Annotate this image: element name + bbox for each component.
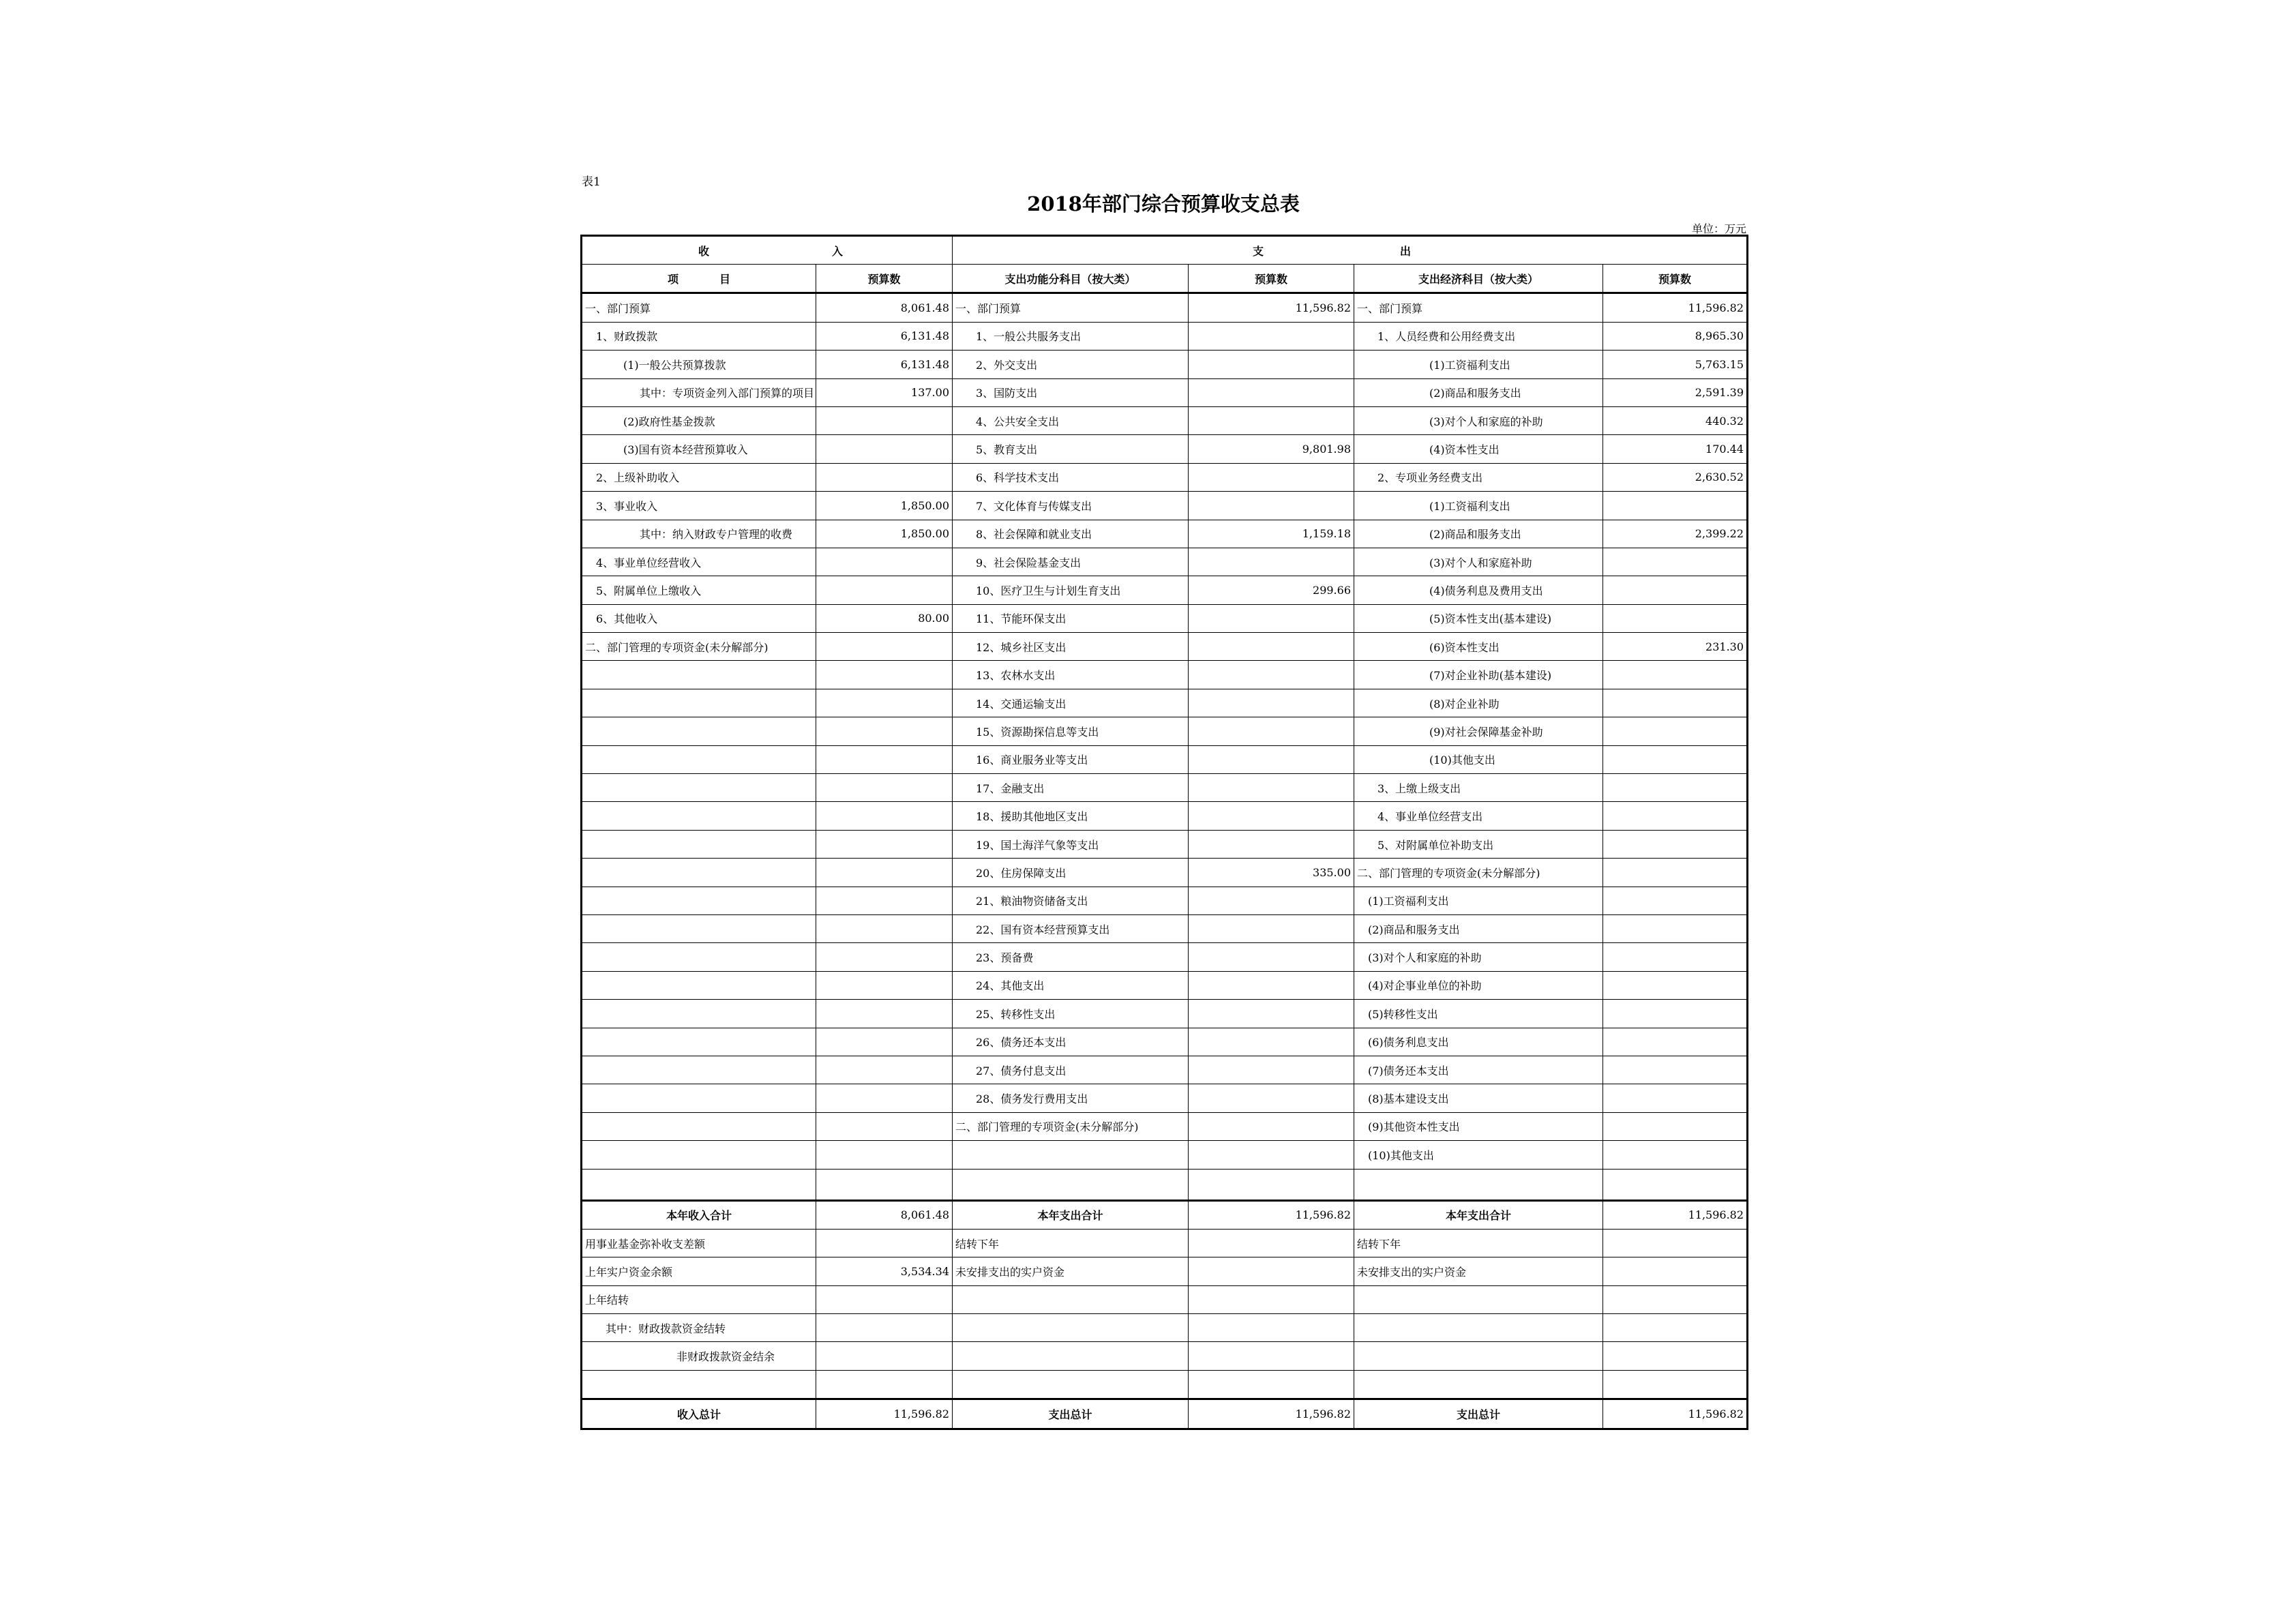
income-budget-cell — [816, 1229, 953, 1257]
function-budget-cell — [1189, 1141, 1354, 1169]
economic-item-cell: (8)对企业补助 — [1354, 689, 1603, 717]
function-item-cell — [953, 1342, 1189, 1370]
economic-item-cell: (4)债务利息及费用支出 — [1354, 576, 1603, 604]
economic-item-cell: 1、人员经费和公用经费支出 — [1354, 322, 1603, 350]
blank-cell — [1354, 1169, 1603, 1200]
income-item-cell: 5、附属单位上缴收入 — [582, 576, 816, 604]
function-item-cell — [953, 1370, 1189, 1399]
income-budget-cell — [816, 802, 953, 830]
income-item-cell — [582, 887, 816, 914]
income-item-cell: 上年实户资金余额 — [582, 1257, 816, 1285]
function-item-cell: 6、科学技术支出 — [953, 463, 1189, 491]
economic-item-cell: 5、对附属单位补助支出 — [1354, 830, 1603, 858]
table-row — [582, 633, 1748, 661]
table-row — [582, 406, 1748, 434]
table-row — [582, 520, 1748, 548]
function-item-cell: 26、债务还本支出 — [953, 1028, 1189, 1056]
economic-item-cell: (9)对社会保障基金补助 — [1354, 717, 1603, 745]
table-row — [582, 1229, 1748, 1257]
table-row — [582, 548, 1748, 576]
economic-item-cell: (9)其他资本性支出 — [1354, 1112, 1603, 1140]
economic-budget-cell — [1603, 914, 1748, 942]
economic-budget-cell — [1603, 717, 1748, 745]
function-item-cell: 27、债务付息支出 — [953, 1056, 1189, 1084]
table-row — [582, 1028, 1748, 1056]
income-item-cell — [582, 689, 816, 717]
income-item-cell: 3、事业收入 — [582, 492, 816, 520]
economic-budget-cell — [1603, 548, 1748, 576]
income-budget-cell — [816, 830, 953, 858]
income-budget-cell — [816, 548, 953, 576]
income-item-cell: 其中：专项资金列入部门预算的项目 — [582, 378, 816, 406]
function-item-cell: 结转下年 — [953, 1229, 1189, 1257]
income-item-cell: 6、其他收入 — [582, 604, 816, 632]
income-budget-cell — [816, 1342, 953, 1370]
function-budget-cell — [1189, 661, 1354, 689]
income-grand-label: 收入总计 — [582, 1399, 816, 1429]
income-budget-cell — [816, 859, 953, 887]
function-item-cell: 8、社会保障和就业支出 — [953, 520, 1189, 548]
economic-item-cell: 3、上缴上级支出 — [1354, 774, 1603, 802]
income-item-cell: 2、上级补助收入 — [582, 463, 816, 491]
income-budget-column-header: 预算数 — [816, 265, 953, 293]
function-budget-cell — [1189, 802, 1354, 830]
function-item-cell: 28、债务发行费用支出 — [953, 1084, 1189, 1112]
economic-grand-value: 11,596.82 — [1603, 1399, 1748, 1429]
function-budget-cell — [1189, 745, 1354, 773]
function-item-cell: 15、资源勘探信息等支出 — [953, 717, 1189, 745]
economic-item-cell: (7)对企业补助(基本建设) — [1354, 661, 1603, 689]
economic-budget-cell — [1603, 604, 1748, 632]
function-budget-cell — [1189, 689, 1354, 717]
function-budget-cell — [1189, 1028, 1354, 1056]
table-row — [582, 293, 1748, 322]
income-budget-cell — [816, 406, 953, 434]
income-budget-cell: 1,850.00 — [816, 520, 953, 548]
economic-budget-cell — [1603, 1342, 1748, 1370]
economic-item-cell: (3)对个人和家庭补助 — [1354, 548, 1603, 576]
income-budget-cell — [816, 661, 953, 689]
income-budget-cell — [816, 1084, 953, 1112]
table-row — [582, 830, 1748, 858]
table-row — [582, 322, 1748, 350]
function-budget-cell: 11,596.82 — [1189, 293, 1354, 322]
income-item-cell — [582, 1028, 816, 1056]
function-item-cell: 3、国防支出 — [953, 378, 1189, 406]
income-budget-cell — [816, 1314, 953, 1342]
economic-budget-cell: 8,965.30 — [1603, 322, 1748, 350]
income-budget-cell — [816, 943, 953, 971]
function-budget-cell: 1,159.18 — [1189, 520, 1354, 548]
function-budget-cell — [1189, 914, 1354, 942]
function-item-cell: 17、金融支出 — [953, 774, 1189, 802]
function-total-label: 本年支出合计 — [953, 1200, 1189, 1229]
function-item-cell: 4、公共安全支出 — [953, 406, 1189, 434]
economic-budget-cell: 231.30 — [1603, 633, 1748, 661]
income-budget-cell — [816, 745, 953, 773]
economic-item-cell: (7)债务还本支出 — [1354, 1056, 1603, 1084]
economic-item-cell: (1)工资福利支出 — [1354, 351, 1603, 378]
function-budget-cell — [1189, 1257, 1354, 1285]
economic-budget-column-header: 预算数 — [1603, 265, 1748, 293]
table-row — [582, 1112, 1748, 1140]
economic-item-cell: (5)资本性支出(基本建设) — [1354, 604, 1603, 632]
economic-budget-cell: 440.32 — [1603, 406, 1748, 434]
budget-table — [580, 235, 1748, 1430]
function-budget-cell: 299.66 — [1189, 576, 1354, 604]
economic-item-cell — [1354, 1370, 1603, 1399]
economic-item-cell: 未安排支出的实户资金 — [1354, 1257, 1603, 1285]
function-item-cell: 13、农林水支出 — [953, 661, 1189, 689]
table-row — [582, 351, 1748, 378]
income-item-cell — [582, 943, 816, 971]
table-row — [582, 914, 1748, 942]
table-row — [582, 802, 1748, 830]
economic-budget-cell — [1603, 1370, 1748, 1399]
economic-total-value: 11,596.82 — [1603, 1200, 1748, 1229]
economic-item-cell: (2)商品和服务支出 — [1354, 914, 1603, 942]
economic-item-cell: 一、部门预算 — [1354, 293, 1603, 322]
income-budget-cell — [816, 914, 953, 942]
function-budget-cell — [1189, 604, 1354, 632]
function-budget-cell — [1189, 1342, 1354, 1370]
economic-budget-cell: 170.44 — [1603, 435, 1748, 463]
function-item-cell: 18、援助其他地区支出 — [953, 802, 1189, 830]
table-row — [582, 661, 1748, 689]
function-budget-cell — [1189, 1285, 1354, 1313]
income-budget-cell: 8,061.48 — [816, 293, 953, 322]
income-budget-cell — [816, 576, 953, 604]
table-row — [582, 943, 1748, 971]
function-item-cell: 14、交通运输支出 — [953, 689, 1189, 717]
income-budget-cell: 1,850.00 — [816, 492, 953, 520]
function-budget-cell — [1189, 943, 1354, 971]
income-item-cell — [582, 859, 816, 887]
function-item-cell: 12、城乡社区支出 — [953, 633, 1189, 661]
table-row — [582, 689, 1748, 717]
economic-budget-cell — [1603, 661, 1748, 689]
income-item-cell: 上年结转 — [582, 1285, 816, 1313]
income-item-cell: 其中：纳入财政专户管理的收费 — [582, 520, 816, 548]
income-budget-cell: 3,534.34 — [816, 1257, 953, 1285]
economic-budget-cell — [1603, 1141, 1748, 1169]
table-row — [582, 1000, 1748, 1028]
function-budget-cell — [1189, 1229, 1354, 1257]
blank-cell — [953, 1169, 1189, 1200]
economic-budget-cell — [1603, 492, 1748, 520]
function-budget-cell — [1189, 463, 1354, 491]
economic-item-cell — [1354, 1285, 1603, 1313]
income-total-value: 8,061.48 — [816, 1200, 953, 1229]
economic-budget-cell — [1603, 971, 1748, 999]
economic-budget-cell — [1603, 1084, 1748, 1112]
economic-item-cell: (1)工资福利支出 — [1354, 492, 1603, 520]
economic-budget-cell: 2,630.52 — [1603, 463, 1748, 491]
economic-item-cell: 二、部门管理的专项资金(未分解部分) — [1354, 859, 1603, 887]
function-item-cell — [953, 1141, 1189, 1169]
function-item-cell: 2、外交支出 — [953, 351, 1189, 378]
income-item-cell: 4、事业单位经营收入 — [582, 548, 816, 576]
table-row — [582, 1314, 1748, 1342]
table-row — [582, 887, 1748, 914]
income-item-cell — [582, 745, 816, 773]
function-item-cell: 25、转移性支出 — [953, 1000, 1189, 1028]
income-item-cell — [582, 802, 816, 830]
function-grand-value: 11,596.82 — [1189, 1399, 1354, 1429]
function-budget-cell — [1189, 1000, 1354, 1028]
economic-item-cell — [1354, 1342, 1603, 1370]
economic-budget-cell — [1603, 1028, 1748, 1056]
function-item-cell: 23、预备费 — [953, 943, 1189, 971]
income-budget-cell — [816, 1112, 953, 1140]
function-budget-cell — [1189, 351, 1354, 378]
function-item-cell: 9、社会保险基金支出 — [953, 548, 1189, 576]
income-item-cell — [582, 1084, 816, 1112]
income-item-cell: (1)一般公共预算拨款 — [582, 351, 816, 378]
function-budget-cell: 9,801.98 — [1189, 435, 1354, 463]
income-budget-cell — [816, 1028, 953, 1056]
function-budget-cell — [1189, 1084, 1354, 1112]
economic-item-cell: 4、事业单位经营支出 — [1354, 802, 1603, 830]
economic-grand-label: 支出总计 — [1354, 1399, 1603, 1429]
income-item-cell — [582, 914, 816, 942]
function-item-cell: 20、住房保障支出 — [953, 859, 1189, 887]
function-item-cell: 10、医疗卫生与计划生育支出 — [953, 576, 1189, 604]
table-row — [582, 378, 1748, 406]
economic-item-cell: (2)商品和服务支出 — [1354, 378, 1603, 406]
annual-total-row — [582, 1200, 1748, 1229]
function-item-cell: 二、部门管理的专项资金(未分解部分) — [953, 1112, 1189, 1140]
economic-budget-cell — [1603, 887, 1748, 914]
income-item-cell: 一、部门预算 — [582, 293, 816, 322]
function-budget-cell — [1189, 322, 1354, 350]
function-budget-cell — [1189, 774, 1354, 802]
function-item-cell: 7、文化体育与传媒支出 — [953, 492, 1189, 520]
income-budget-cell — [816, 689, 953, 717]
economic-item-cell: (10)其他支出 — [1354, 1141, 1603, 1169]
function-budget-cell — [1189, 971, 1354, 999]
function-budget-cell — [1189, 887, 1354, 914]
income-item-cell — [582, 1370, 816, 1399]
income-budget-cell — [816, 435, 953, 463]
function-budget-column-header: 预算数 — [1189, 265, 1354, 293]
function-budget-cell — [1189, 717, 1354, 745]
economic-item-cell: (10)其他支出 — [1354, 745, 1603, 773]
table-row — [582, 604, 1748, 632]
economic-budget-cell — [1603, 1000, 1748, 1028]
table-row — [582, 1370, 1748, 1399]
function-budget-cell: 335.00 — [1189, 859, 1354, 887]
function-item-cell: 5、教育支出 — [953, 435, 1189, 463]
function-item-cell — [953, 1285, 1189, 1313]
income-budget-cell — [816, 1141, 953, 1169]
income-item-cell — [582, 1056, 816, 1084]
economic-budget-cell — [1603, 859, 1748, 887]
expense-section-header: 支 出 — [953, 236, 1748, 265]
income-budget-cell — [816, 1370, 953, 1399]
income-budget-cell: 6,131.48 — [816, 351, 953, 378]
income-budget-cell: 6,131.48 — [816, 322, 953, 350]
table-row — [582, 1141, 1748, 1169]
header-row-columns — [582, 265, 1748, 293]
function-budget-cell — [1189, 378, 1354, 406]
economic-item-cell — [1354, 1314, 1603, 1342]
economic-item-cell: 2、专项业务经费支出 — [1354, 463, 1603, 491]
income-budget-cell — [816, 1000, 953, 1028]
economic-budget-cell — [1603, 1285, 1748, 1313]
function-item-cell: 21、粮油物资储备支出 — [953, 887, 1189, 914]
table-row — [582, 1285, 1748, 1313]
income-item-cell: 其中：财政拨款资金结转 — [582, 1314, 816, 1342]
table-row — [582, 1056, 1748, 1084]
table-row — [582, 435, 1748, 463]
table-row — [582, 492, 1748, 520]
function-item-cell: 11、节能环保支出 — [953, 604, 1189, 632]
economic-budget-cell — [1603, 1056, 1748, 1084]
table-row-blank — [582, 1169, 1748, 1200]
income-total-label: 本年收入合计 — [582, 1200, 816, 1229]
income-item-cell — [582, 1112, 816, 1140]
table-row — [582, 1257, 1748, 1285]
sheet-label: 表1 — [582, 175, 601, 189]
economic-budget-cell — [1603, 1112, 1748, 1140]
function-item-cell: 一、部门预算 — [953, 293, 1189, 322]
table-row — [582, 745, 1748, 773]
income-budget-cell: 80.00 — [816, 604, 953, 632]
income-budget-cell — [816, 887, 953, 914]
function-budget-cell — [1189, 406, 1354, 434]
income-item-cell: 二、部门管理的专项资金(未分解部分) — [582, 633, 816, 661]
function-budget-cell — [1189, 1056, 1354, 1084]
economic-budget-cell — [1603, 802, 1748, 830]
income-budget-cell — [816, 971, 953, 999]
income-item-cell — [582, 1000, 816, 1028]
economic-budget-cell — [1603, 1229, 1748, 1257]
economic-item-cell: 结转下年 — [1354, 1229, 1603, 1257]
blank-cell — [816, 1169, 953, 1200]
economic-item-cell: (4)对企事业单位的补助 — [1354, 971, 1603, 999]
function-budget-cell — [1189, 830, 1354, 858]
economic-budget-cell — [1603, 1314, 1748, 1342]
income-item-cell: 1、财政拨款 — [582, 322, 816, 350]
function-column-header: 支出功能分科目（按大类） — [953, 265, 1189, 293]
function-item-cell: 24、其他支出 — [953, 971, 1189, 999]
function-budget-cell — [1189, 1112, 1354, 1140]
economic-item-cell: (2)商品和服务支出 — [1354, 520, 1603, 548]
grand-total-row — [582, 1399, 1748, 1429]
income-budget-cell — [816, 774, 953, 802]
table-row — [582, 971, 1748, 999]
economic-item-cell: (8)基本建设支出 — [1354, 1084, 1603, 1112]
function-item-cell: 1、一般公共服务支出 — [953, 322, 1189, 350]
income-item-cell — [582, 1141, 816, 1169]
economic-column-header: 支出经济科目（按大类） — [1354, 265, 1603, 293]
economic-item-cell: (1)工资福利支出 — [1354, 887, 1603, 914]
economic-total-label: 本年支出合计 — [1354, 1200, 1603, 1229]
income-item-cell: (2)政府性基金拨款 — [582, 406, 816, 434]
income-section-header: 收 入 — [582, 236, 953, 265]
economic-budget-cell: 2,399.22 — [1603, 520, 1748, 548]
economic-item-cell: (3)对个人和家庭的补助 — [1354, 943, 1603, 971]
economic-item-cell: (5)转移性支出 — [1354, 1000, 1603, 1028]
table-row — [582, 859, 1748, 887]
table-row — [582, 1342, 1748, 1370]
table-row — [582, 463, 1748, 491]
function-item-cell — [953, 1314, 1189, 1342]
economic-item-cell: (6)债务利息支出 — [1354, 1028, 1603, 1056]
economic-budget-cell — [1603, 830, 1748, 858]
income-item-cell — [582, 661, 816, 689]
income-item-cell: (3)国有资本经营预算收入 — [582, 435, 816, 463]
function-budget-cell — [1189, 1370, 1354, 1399]
item-column-header: 项 目 — [582, 265, 816, 293]
economic-budget-cell — [1603, 943, 1748, 971]
income-item-cell: 非财政拨款资金结余 — [582, 1342, 816, 1370]
economic-budget-cell — [1603, 745, 1748, 773]
income-item-cell — [582, 717, 816, 745]
table-row — [582, 717, 1748, 745]
function-item-cell: 19、国土海洋气象等支出 — [953, 830, 1189, 858]
economic-budget-cell — [1603, 1257, 1748, 1285]
table-row — [582, 774, 1748, 802]
economic-budget-cell — [1603, 774, 1748, 802]
blank-cell — [582, 1169, 816, 1200]
income-budget-cell — [816, 717, 953, 745]
function-budget-cell — [1189, 1314, 1354, 1342]
income-grand-value: 11,596.82 — [816, 1399, 953, 1429]
economic-budget-cell — [1603, 689, 1748, 717]
income-item-cell — [582, 774, 816, 802]
function-item-cell: 16、商业服务业等支出 — [953, 745, 1189, 773]
income-item-cell: 用事业基金弥补收支差额 — [582, 1229, 816, 1257]
function-budget-cell — [1189, 492, 1354, 520]
page-title: 2018年部门综合预算收支总表 — [1027, 192, 1300, 215]
blank-cell — [1603, 1169, 1748, 1200]
income-budget-cell — [816, 1056, 953, 1084]
function-item-cell: 22、国有资本经营预算支出 — [953, 914, 1189, 942]
economic-budget-cell: 11,596.82 — [1603, 293, 1748, 322]
economic-item-cell: (4)资本性支出 — [1354, 435, 1603, 463]
economic-item-cell: (3)对个人和家庭的补助 — [1354, 406, 1603, 434]
economic-budget-cell: 2,591.39 — [1603, 378, 1748, 406]
function-budget-cell — [1189, 548, 1354, 576]
blank-cell — [1189, 1169, 1354, 1200]
function-total-value: 11,596.82 — [1189, 1200, 1354, 1229]
header-row-sections — [582, 236, 1748, 265]
economic-budget-cell — [1603, 576, 1748, 604]
function-grand-label: 支出总计 — [953, 1399, 1189, 1429]
table-row — [582, 576, 1748, 604]
income-budget-cell — [816, 1285, 953, 1313]
income-budget-cell — [816, 463, 953, 491]
unit-label: 单位：万元 — [1691, 222, 1746, 235]
income-budget-cell — [816, 633, 953, 661]
economic-budget-cell: 5,763.15 — [1603, 351, 1748, 378]
income-item-cell — [582, 830, 816, 858]
function-budget-cell — [1189, 633, 1354, 661]
income-item-cell — [582, 971, 816, 999]
income-budget-cell: 137.00 — [816, 378, 953, 406]
table-row — [582, 1084, 1748, 1112]
function-item-cell: 未安排支出的实户资金 — [953, 1257, 1189, 1285]
economic-item-cell: (6)资本性支出 — [1354, 633, 1603, 661]
